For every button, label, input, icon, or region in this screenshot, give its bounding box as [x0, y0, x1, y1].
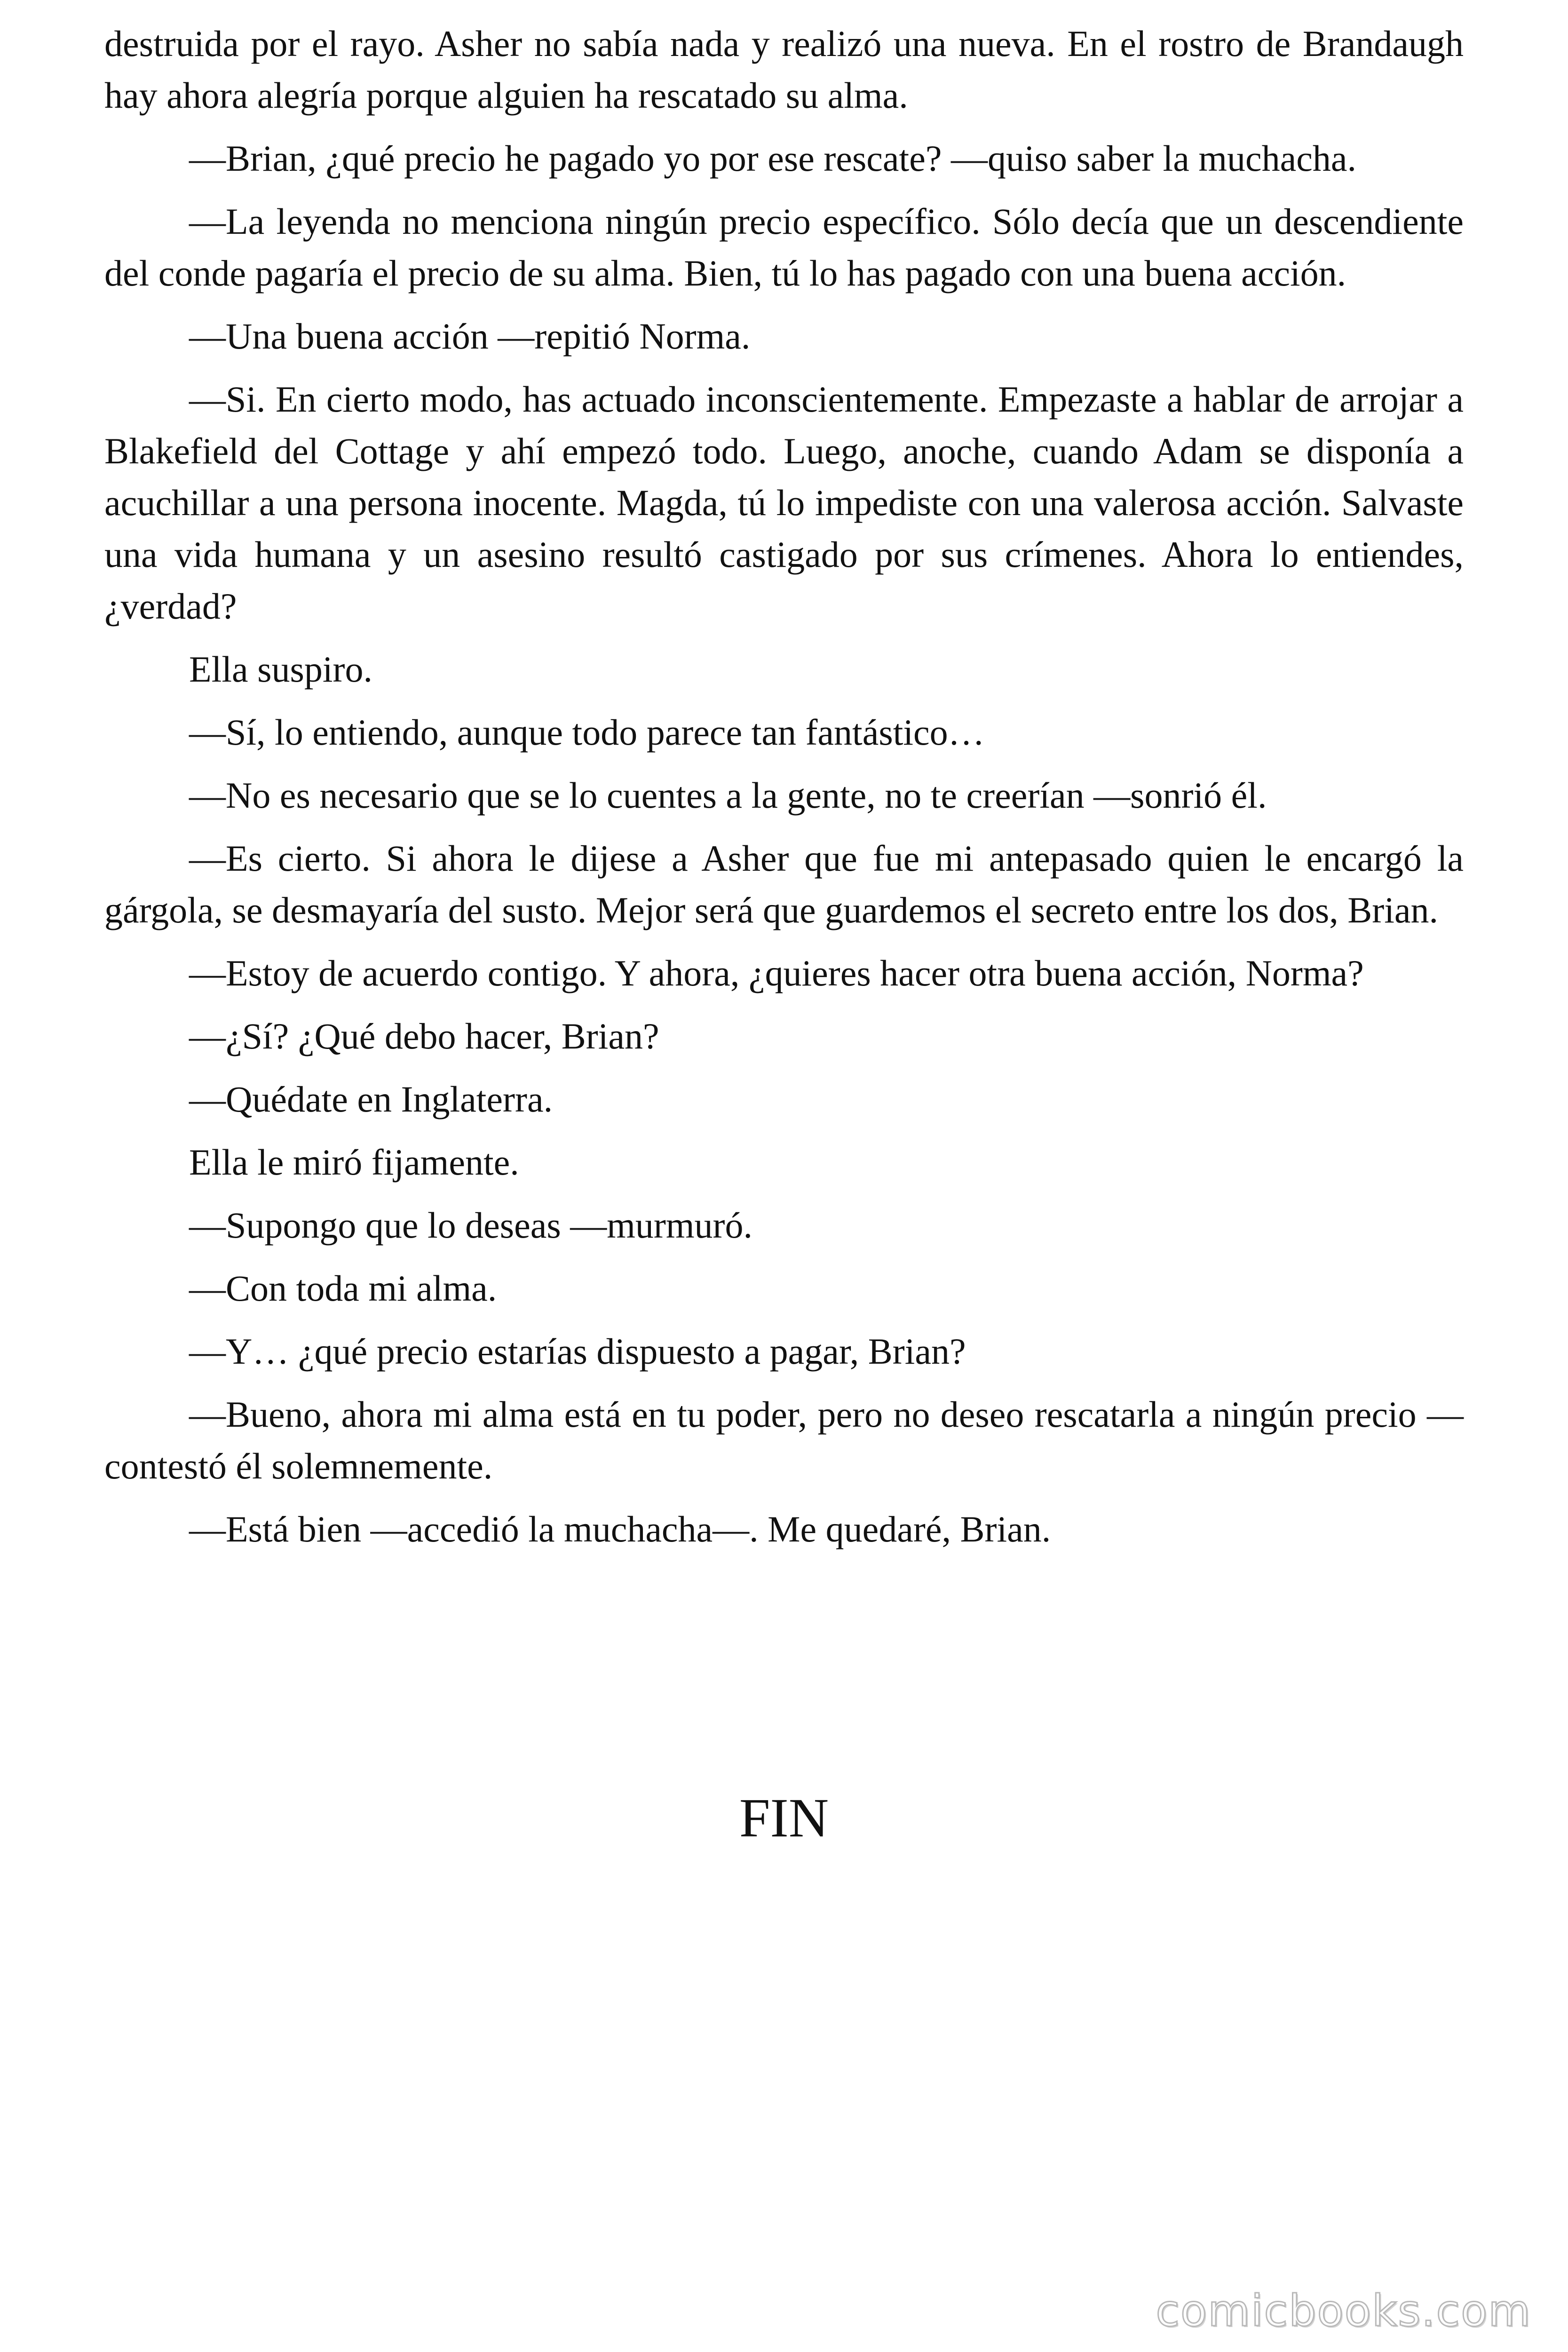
watermark-logo: comicbooks.com	[1156, 2286, 1531, 2336]
paragraph-5: —Si. En cierto modo, has actuado inconscientemente. Empezaste a hablar de arrojar a Blakefield del Cottage y ahí empezó todo. Luego, anoche, cuando Adam se disponía a acuchillar a una persona inocente. Magda, tú lo impediste con una valerosa acción. Salvaste una vida humana y un asesino resultó castigado por sus crímenes. Ahora lo entiendes, ¿verdad?	[104, 379, 1464, 627]
paragraph-16: —Y… ¿qué precio estarías dispuesto a pagar, Brian?	[189, 1331, 966, 1372]
paragraph-12: —Quédate en Inglaterra.	[189, 1079, 553, 1120]
paragraph-14: —Supongo que lo deseas —murmuró.	[189, 1205, 753, 1246]
paragraph-17: —Bueno, ahora mi alma está en tu poder, pero no deseo rescatarla a ningún precio —contestó él solemnemente.	[104, 1394, 1464, 1486]
paragraph-7: —Sí, lo entiendo, aunque todo parece tan fantástico…	[189, 712, 985, 753]
paragraph-9: —Es cierto. Si ahora le dijese a Asher que fue mi antepasado quien le encargó la gárgola, se desmayaría del susto. Mejor será que guardemos el secreto entre los dos, Brian.	[104, 838, 1464, 930]
paragraph-18: —Está bien —accedió la muchacha—. Me quedaré, Brian.	[189, 1509, 1051, 1549]
paragraph-11: —¿Sí? ¿Qué debo hacer, Brian?	[189, 1016, 659, 1057]
paragraph-4: —Una buena acción —repitió Norma.	[189, 316, 751, 357]
paragraph-15: —Con toda mi alma.	[189, 1268, 497, 1309]
paragraph-2: —Brian, ¿qué precio he pagado yo por ese rescate? —quiso saber la muchacha.	[189, 138, 1356, 179]
paragraph-8: —No es necesario que se lo cuentes a la gente, no te creerían —sonrió él.	[189, 775, 1267, 816]
paragraph-1: destruida por el rayo. Asher no sabía nada y realizó una nueva. En el rostro de Brandaugh hay ahora alegría porque alguien ha rescatado su alma.	[104, 23, 1464, 116]
paragraph-6: Ella suspiro.	[189, 649, 372, 690]
paragraph-13: Ella le miró fijamente.	[189, 1142, 519, 1183]
end-title: FIN	[739, 1787, 829, 1849]
book-page-text	[104, 18, 1464, 1566]
paragraph-10: —Estoy de acuerdo contigo. Y ahora, ¿quieres hacer otra buena acción, Norma?	[189, 953, 1364, 993]
paragraph-3: —La leyenda no menciona ningún precio específico. Sólo decía que un descendiente del conde pagaría el precio de su alma. Bien, tú lo has pagado con una buena acción.	[104, 201, 1464, 294]
